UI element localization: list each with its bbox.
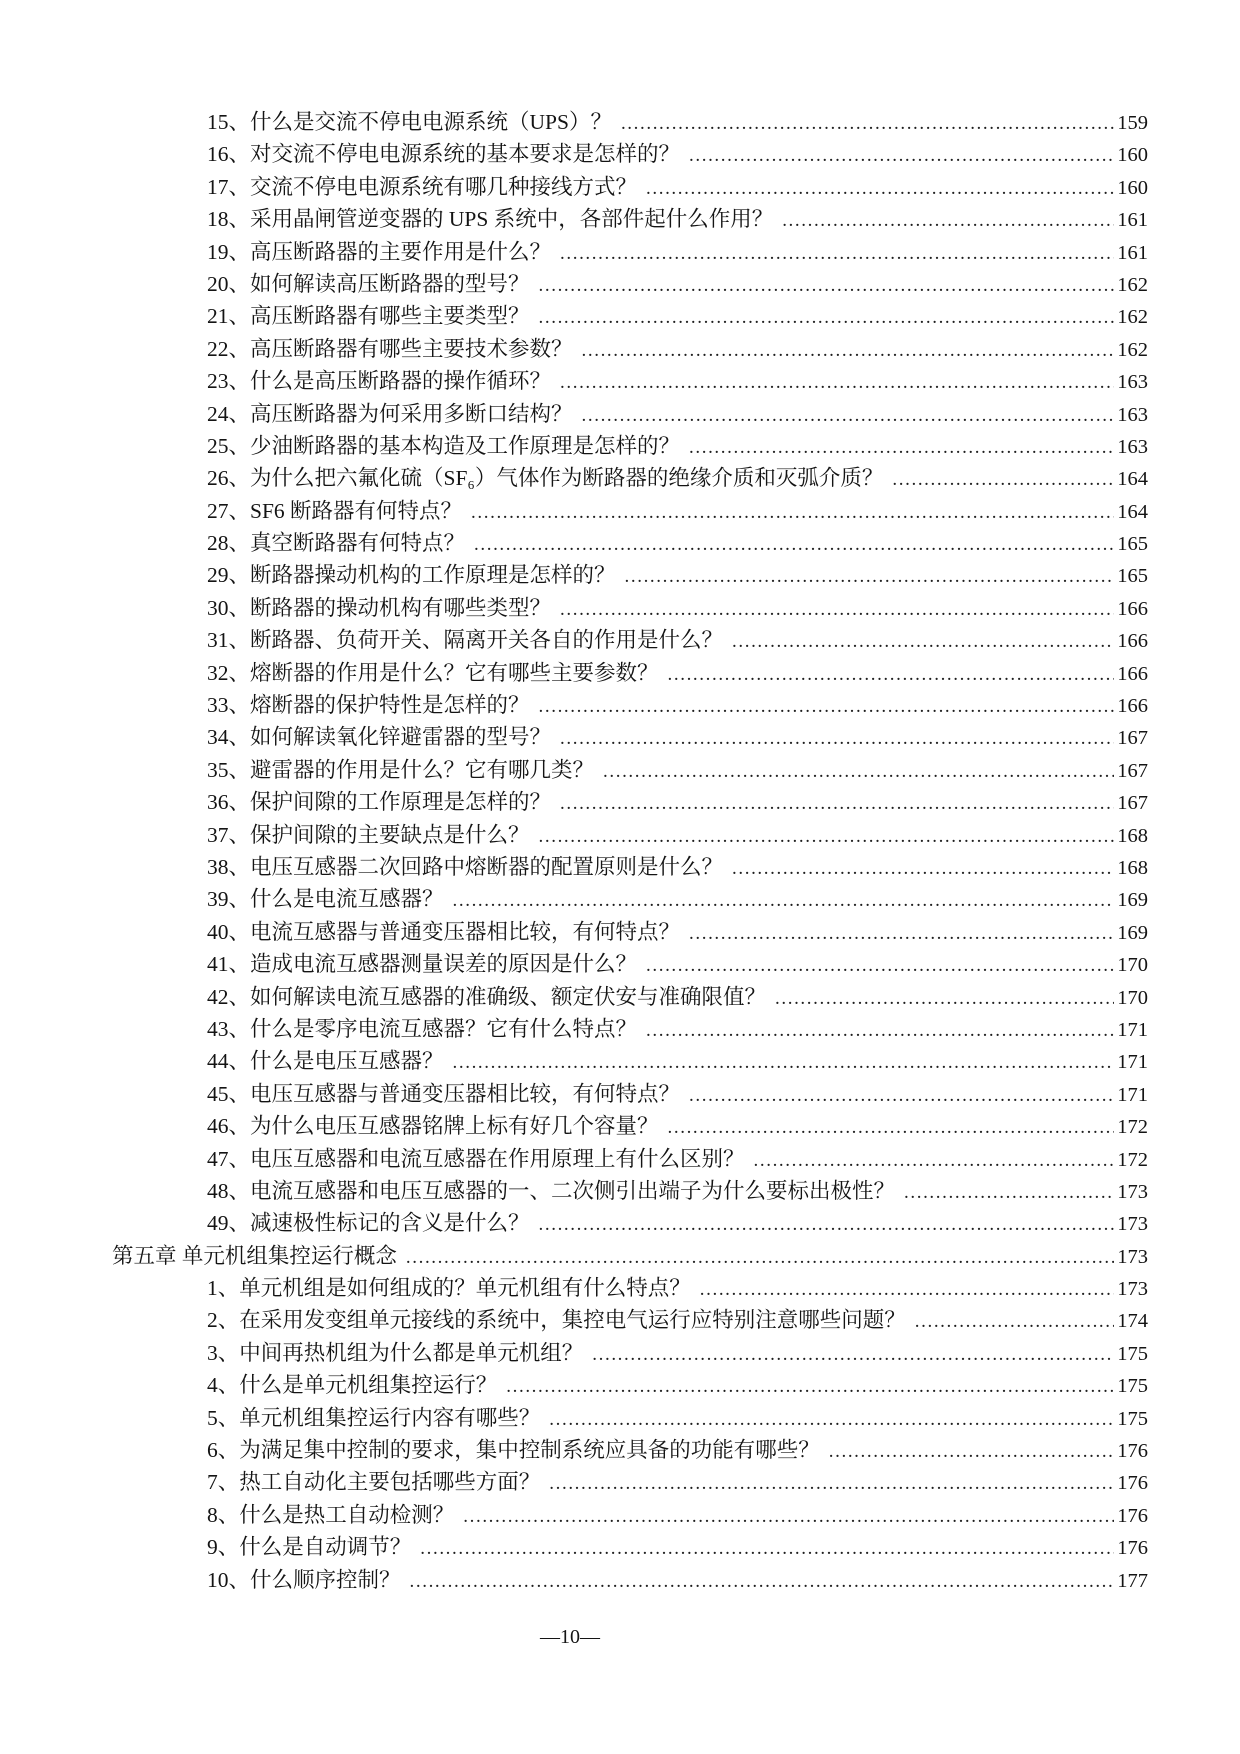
toc-entry-label: 8、什么是热工自动检测？ <box>207 1502 455 1527</box>
toc-entry-page: 162 <box>1117 338 1148 361</box>
dot-leader <box>582 335 1115 367</box>
toc-entry-row <box>112 559 1148 591</box>
toc-entry-row <box>112 624 1148 656</box>
toc-entry-page: 168 <box>1117 856 1148 879</box>
toc-entry-page: 176 <box>1117 1504 1148 1527</box>
dot-leader <box>732 853 1114 885</box>
toc-entry-label: 5、单元机组集控运行内容有哪些？ <box>207 1405 541 1430</box>
dot-leader <box>668 1112 1115 1144</box>
toc-entry-page: 176 <box>1117 1537 1148 1560</box>
toc-entry-row <box>112 1207 1148 1239</box>
toc-entry-row <box>112 527 1148 559</box>
toc-entry-row <box>112 1564 1148 1596</box>
toc-entry-label: 9、什么是自动调节？ <box>207 1535 412 1560</box>
dot-leader <box>453 1047 1115 1079</box>
toc-entry-page: 166 <box>1117 695 1148 718</box>
dot-leader <box>668 659 1115 691</box>
dot-leader <box>915 1306 1114 1338</box>
toc-entry-row <box>112 203 1148 235</box>
toc-entry-row <box>112 365 1148 397</box>
dot-leader <box>646 173 1114 205</box>
toc-entry-label: 42、如何解读电流互感器的准确级、额定伏安与准确限值？ <box>207 984 767 1009</box>
toc-entry-page: 172 <box>1117 1116 1148 1139</box>
toc-entry-label: 28、真空断路器有何特点？ <box>207 531 466 556</box>
toc-entry-row <box>112 948 1148 980</box>
toc-entry-page: 171 <box>1117 1018 1148 1041</box>
toc-entry-row <box>112 1175 1148 1207</box>
toc-entry-label: 48、电流互感器和电压互感器的一、二次侧引出端子为什么要标出极性？ <box>207 1178 896 1203</box>
toc-entry-page: 173 <box>1117 1245 1148 1268</box>
toc-entry-label: 37、保护间隙的主要缺点是什么？ <box>207 822 530 847</box>
dot-leader <box>592 1339 1114 1371</box>
toc-entry-label: 36、保护间隙的工作原理是怎样的？ <box>207 790 552 815</box>
toc-entry-page: 170 <box>1117 986 1148 1009</box>
toc-entry-page: 174 <box>1117 1310 1148 1333</box>
toc-entry-label: 46、为什么电压互感器铭牌上标有好几个容量？ <box>207 1114 659 1139</box>
dot-leader <box>603 756 1114 788</box>
dot-leader <box>782 205 1114 237</box>
dot-leader <box>689 432 1114 464</box>
toc-entry-label: 21、高压断路器有哪些主要类型？ <box>207 304 530 329</box>
dot-leader <box>829 1436 1114 1468</box>
dot-leader <box>646 950 1114 982</box>
dot-leader <box>463 1501 1114 1533</box>
toc-entry-page: 165 <box>1117 533 1148 556</box>
toc-entry-row <box>112 1466 1148 1498</box>
dot-leader <box>700 1274 1114 1306</box>
dot-leader <box>732 626 1114 658</box>
toc-entry-label: 32、熔断器的作用是什么？它有哪些主要参数？ <box>207 660 659 685</box>
dot-leader <box>560 788 1114 820</box>
toc-entry-row <box>112 1045 1148 1077</box>
toc-entry-page: 167 <box>1117 759 1148 782</box>
toc-entry-page: 162 <box>1117 306 1148 329</box>
toc-entry-row <box>112 819 1148 851</box>
dot-leader <box>539 691 1115 723</box>
dot-leader <box>406 1242 1114 1274</box>
dot-leader <box>560 367 1114 399</box>
toc-entry-label: 24、高压断路器为何采用多断口结构？ <box>207 401 573 426</box>
toc-entry-label: 35、避雷器的作用是什么？它有哪几类？ <box>207 757 595 782</box>
dot-leader <box>549 1468 1114 1500</box>
toc-entry-label: 2、在采用发变组单元接线的系统中，集控电气运行应特别注意哪些问题？ <box>207 1308 906 1333</box>
toc-entry-row <box>112 689 1148 721</box>
toc-entry-page: 167 <box>1117 792 1148 815</box>
dot-leader <box>904 1177 1114 1209</box>
toc-entry-page: 173 <box>1117 1278 1148 1301</box>
toc-entry-label: 47、电压互感器和电流互感器在作用原理上有什么区别？ <box>207 1146 745 1171</box>
toc-entry-page: 165 <box>1117 565 1148 588</box>
toc-entry-page: 171 <box>1117 1083 1148 1106</box>
toc-entry-label: 19、高压断路器的主要作用是什么？ <box>207 239 552 264</box>
toc-entry-page: 173 <box>1117 1180 1148 1203</box>
toc-entry-page: 171 <box>1117 1051 1148 1074</box>
toc-entry-row <box>112 106 1148 138</box>
toc-entry-label: 29、断路器操动机构的工作原理是怎样的？ <box>207 563 616 588</box>
toc-entry-label: 31、断路器、负荷开关、隔离开关各自的作用是什么？ <box>207 628 724 653</box>
dot-leader <box>410 1566 1115 1598</box>
toc-entry-page: 162 <box>1117 273 1148 296</box>
toc-entry-label: 43、什么是零序电流互感器？它有什么特点？ <box>207 1016 638 1041</box>
toc-entry-row <box>112 1337 1148 1369</box>
toc-entry-label: 26、为什么把六氟化硫（SF₆）气体作为断路器的绝缘介质和灭弧介质？ <box>207 466 884 491</box>
dot-leader <box>560 238 1114 270</box>
toc-entry-row <box>112 754 1148 786</box>
toc-entry-row <box>112 1110 1148 1142</box>
toc-entry-page: 163 <box>1117 403 1148 426</box>
toc-entry-page: 169 <box>1117 921 1148 944</box>
toc-entry-row <box>112 916 1148 948</box>
toc-entry-label: 17、交流不停电电源系统有哪几种接线方式？ <box>207 174 638 199</box>
toc-entry-row <box>112 1369 1148 1401</box>
toc-entry-page: 160 <box>1117 144 1148 167</box>
dot-leader <box>892 464 1114 496</box>
toc-entry-label: 45、电压互感器与普通变压器相比较，有何特点？ <box>207 1081 681 1106</box>
toc-entry-page: 172 <box>1117 1148 1148 1171</box>
toc-entry-row <box>112 657 1148 689</box>
toc-entry-row <box>112 1013 1148 1045</box>
toc-entry-page: 177 <box>1117 1569 1148 1592</box>
toc-entry-page: 159 <box>1117 112 1148 134</box>
toc-entry-row <box>112 1272 1148 1304</box>
dot-leader <box>474 529 1114 561</box>
toc-entry-row <box>112 592 1148 624</box>
toc-entry-row <box>112 1078 1148 1110</box>
toc-entry-label: 38、电压互感器二次回路中熔断器的配置原则是什么？ <box>207 854 724 879</box>
toc-entry-label: 第五章 单元机组集控运行概念 <box>112 1243 397 1268</box>
dot-leader <box>754 1145 1115 1177</box>
toc-entry-row <box>112 268 1148 300</box>
toc-entry-page: 175 <box>1117 1375 1148 1398</box>
toc-entry-page: 164 <box>1117 468 1148 491</box>
toc-entry-label: 23、什么是高压断路器的操作循环？ <box>207 369 552 394</box>
toc-entry-page: 175 <box>1117 1342 1148 1365</box>
table-of-contents <box>112 106 1148 1596</box>
toc-entry-row <box>112 333 1148 365</box>
toc-entry-page: 161 <box>1117 209 1148 232</box>
toc-entry-row <box>112 430 1148 462</box>
dot-leader <box>625 561 1115 593</box>
toc-entry-page: 170 <box>1117 954 1148 977</box>
dot-leader <box>539 270 1115 302</box>
toc-entry-page: 166 <box>1117 630 1148 653</box>
dot-leader <box>420 1533 1114 1565</box>
dot-leader <box>539 821 1115 853</box>
dot-leader <box>453 885 1115 917</box>
dot-leader <box>539 302 1115 334</box>
dot-leader <box>689 918 1114 950</box>
toc-entry-label: 39、什么是电流互感器？ <box>207 887 444 912</box>
dot-leader <box>775 983 1114 1015</box>
toc-entry-row <box>112 171 1148 203</box>
toc-entry-row <box>112 138 1148 170</box>
toc-entry-page: 176 <box>1117 1440 1148 1463</box>
toc-entry-row <box>112 721 1148 753</box>
toc-entry-page: 166 <box>1117 662 1148 685</box>
toc-entry-label: 20、如何解读高压断路器的型号？ <box>207 271 530 296</box>
toc-entry-page: 161 <box>1117 241 1148 264</box>
toc-entry-row <box>112 1499 1148 1531</box>
toc-entry-row <box>112 495 1148 527</box>
toc-entry-page: 168 <box>1117 824 1148 847</box>
toc-entry-row <box>112 398 1148 430</box>
toc-entry-page: 176 <box>1117 1472 1148 1495</box>
dot-leader <box>560 594 1114 626</box>
toc-entry-label: 16、对交流不停电电源系统的基本要求是怎样的？ <box>207 142 681 167</box>
toc-entry-row <box>112 1434 1148 1466</box>
toc-entry-label: 3、中间再热机组为什么都是单元机组？ <box>207 1340 584 1365</box>
toc-entry-row <box>112 786 1148 818</box>
dot-leader <box>549 1404 1114 1436</box>
dot-leader <box>539 1209 1115 1241</box>
toc-entry-label: 1、单元机组是如何组成的？单元机组有什么特点？ <box>207 1276 691 1301</box>
dot-leader <box>471 497 1114 529</box>
toc-entry-row <box>112 1304 1148 1336</box>
page-number-footer: —10— <box>540 1626 600 1648</box>
toc-entry-label: 44、什么是电压互感器？ <box>207 1049 444 1074</box>
toc-entry-page: 164 <box>1117 500 1148 523</box>
toc-entry-label: 15、什么是交流不停电电源系统（UPS）？ <box>207 110 612 134</box>
toc-entry-label: 33、熔断器的保护特性是怎样的？ <box>207 693 530 718</box>
dot-leader <box>506 1371 1114 1403</box>
toc-entry-label: 6、为满足集中控制的要求，集中控制系统应具备的功能有哪些？ <box>207 1438 820 1463</box>
toc-entry-page: 173 <box>1117 1213 1148 1236</box>
toc-entry-label: 7、热工自动化主要包括哪些方面？ <box>207 1470 541 1495</box>
dot-leader <box>582 400 1115 432</box>
toc-entry-row <box>112 462 1148 494</box>
toc-entry-label: 41、造成电流互感器测量误差的原因是什么？ <box>207 952 638 977</box>
dot-leader <box>689 1080 1114 1112</box>
toc-entry-row <box>112 1531 1148 1563</box>
toc-entry-row <box>112 981 1148 1013</box>
toc-entry-page: 169 <box>1117 889 1148 912</box>
toc-entry-label: 22、高压断路器有哪些主要技术参数？ <box>207 336 573 361</box>
dot-leader <box>560 723 1114 755</box>
toc-entry-row <box>112 883 1148 915</box>
toc-entry-label: 49、减速极性标记的含义是什么？ <box>207 1211 530 1236</box>
toc-entry-row <box>112 300 1148 332</box>
toc-entry-page: 160 <box>1117 176 1148 199</box>
dot-leader <box>689 140 1114 172</box>
toc-chapter-row <box>112 1240 1148 1272</box>
toc-entry-row <box>112 851 1148 883</box>
toc-entry-page: 163 <box>1117 371 1148 394</box>
dot-leader <box>621 108 1114 140</box>
toc-entry-label: 40、电流互感器与普通变压器相比较，有何特点？ <box>207 919 681 944</box>
toc-entry-page: 167 <box>1117 727 1148 750</box>
toc-entry-label: 34、如何解读氧化锌避雷器的型号？ <box>207 725 552 750</box>
toc-entry-label: 4、什么是单元机组集控运行？ <box>207 1373 498 1398</box>
toc-entry-row <box>112 236 1148 268</box>
dot-leader <box>646 1015 1114 1047</box>
toc-entry-label: 10、什么顺序控制？ <box>207 1567 401 1592</box>
toc-entry-label: 25、少油断路器的基本构造及工作原理是怎样的？ <box>207 433 681 458</box>
toc-entry-page: 166 <box>1117 597 1148 620</box>
toc-entry-label: 27、SF6 断路器有何特点？ <box>207 498 463 523</box>
toc-entry-page: 175 <box>1117 1407 1148 1430</box>
toc-entry-row <box>112 1402 1148 1434</box>
toc-entry-label: 30、断路器的操动机构有哪些类型？ <box>207 595 552 620</box>
toc-entry-row <box>112 1143 1148 1175</box>
toc-entry-label: 18、采用晶闸管逆变器的 UPS 系统中，各部件起什么作用？ <box>207 207 774 232</box>
toc-entry-page: 163 <box>1117 435 1148 458</box>
